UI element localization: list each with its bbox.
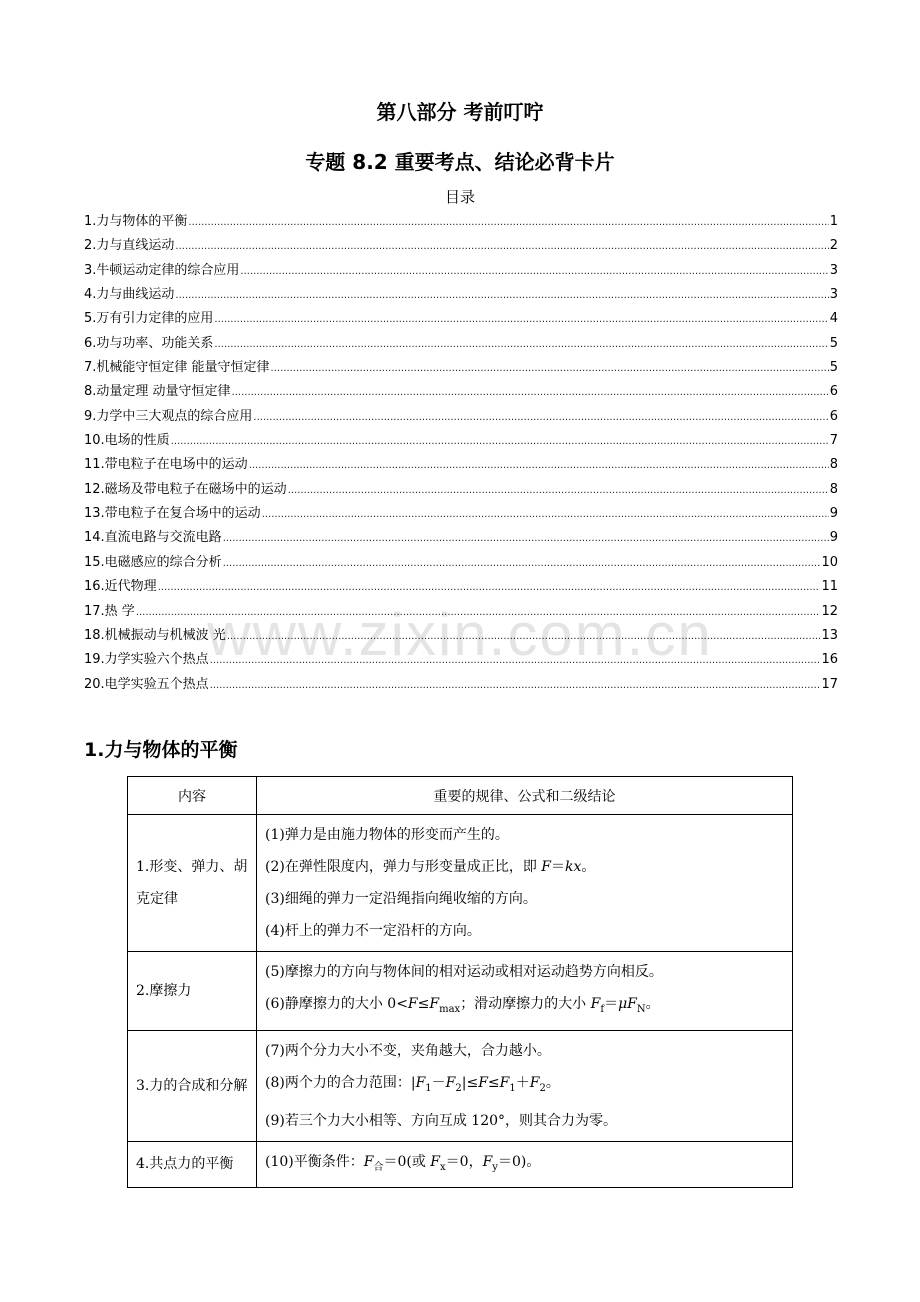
rule-text: (6)静摩擦力的大小 0< xyxy=(265,996,408,1012)
toc-label[interactable]: 1.力与物体的平衡 xyxy=(84,214,188,229)
rule-text: (2)在弹性限度内，弹力与形变量成正比，即 xyxy=(265,859,542,875)
part-title: 第八部分 考前叮咛 xyxy=(376,100,544,124)
formula-var: F xyxy=(482,1153,493,1170)
toc-label[interactable]: 2.力与直线运动 xyxy=(84,238,175,254)
toc-leader xyxy=(227,631,821,642)
toc-leader xyxy=(223,558,821,569)
toc-page: 9 xyxy=(829,506,838,522)
toc-leader xyxy=(175,241,828,252)
toc-page: 7 xyxy=(829,433,838,449)
rule-text: ＝0， xyxy=(445,1153,483,1170)
toc-page: 3 xyxy=(829,287,838,303)
toc-leader xyxy=(158,582,821,593)
rule-9: (9)若三个力大小相等、方向互成 120°，则其合力为零。 xyxy=(265,1112,618,1129)
formula-var: F xyxy=(415,1074,426,1091)
formula-var: F xyxy=(529,1074,540,1091)
toc-label[interactable]: 4.力与曲线运动 xyxy=(84,287,175,303)
toc-entry[interactable] xyxy=(84,259,838,283)
toc-entry[interactable] xyxy=(84,648,838,672)
toc-leader xyxy=(214,339,828,350)
toc-leader xyxy=(188,217,828,228)
rule-text: 。 xyxy=(581,859,596,875)
rule-text: (10)平衡条件： xyxy=(265,1153,364,1170)
toc-page: 16 xyxy=(821,652,838,668)
formula-var: F xyxy=(430,1153,441,1170)
toc-leader xyxy=(271,363,829,374)
topic-title: 专题 8.2 重要考点、结论必背卡片 xyxy=(305,150,615,174)
rule-6 xyxy=(265,988,784,1026)
formula-var: F xyxy=(499,1074,510,1091)
toc-title: 目录 xyxy=(444,188,475,206)
toc-entry[interactable] xyxy=(84,307,838,331)
toc-label[interactable]: 19.力学实验六个热点 xyxy=(84,652,209,668)
toc-label[interactable]: 9.力学中三大观点的综合应用 xyxy=(84,408,253,424)
rule-text: ＝0)。 xyxy=(497,1153,541,1170)
toc-entry[interactable] xyxy=(84,380,838,404)
formula-sub: max xyxy=(439,1003,461,1015)
toc-entry[interactable] xyxy=(84,575,838,599)
rule-text: ＝0(或 xyxy=(383,1153,431,1170)
formula-var: kx xyxy=(565,859,582,875)
rule-5: (5)摩擦力的方向与物体间的相对运动或相对运动趋势方向相反。 xyxy=(265,964,663,980)
toc-leader xyxy=(249,460,829,471)
toc-label[interactable]: 7.机械能守恒定律 能量守恒定律 xyxy=(84,360,270,376)
watermark: www.zixin.com.cn xyxy=(207,601,713,668)
rule-text: ；滑动摩擦力的大小 xyxy=(460,996,591,1012)
rules-table xyxy=(127,776,793,1188)
toc-entry[interactable] xyxy=(84,332,838,356)
formula-op: － xyxy=(431,1074,446,1091)
toc-entry[interactable] xyxy=(84,478,838,502)
rule-text: 。 xyxy=(645,996,660,1012)
toc-page: 6 xyxy=(829,384,838,400)
toc-page: 8 xyxy=(829,481,838,497)
formula-sub: 合 xyxy=(373,1161,384,1173)
toc-label[interactable]: 6.功与功率、功能关系 xyxy=(84,335,214,351)
formula-op: ＝ xyxy=(604,996,619,1012)
toc-entry[interactable] xyxy=(84,673,838,697)
rule-10 xyxy=(265,1146,784,1184)
toc-page: 10 xyxy=(821,554,838,570)
table-header-row xyxy=(128,777,793,815)
section-heading: 1.力与物体的平衡 xyxy=(84,739,238,761)
toc-entry[interactable] xyxy=(84,210,838,234)
formula-var: F xyxy=(478,1074,488,1091)
formula-var: μF xyxy=(618,996,637,1012)
rules-cell xyxy=(257,1030,793,1141)
formula-op: |≤ xyxy=(461,1074,479,1091)
formula-var: F xyxy=(541,859,551,875)
formula-var: F xyxy=(407,996,418,1012)
toc-page: 6 xyxy=(829,408,838,424)
rule-2 xyxy=(265,851,784,883)
toc-leader xyxy=(223,533,829,544)
toc-leader xyxy=(253,412,828,423)
formula-sub: 1 xyxy=(509,1082,516,1094)
toc-page: 8 xyxy=(829,457,838,473)
category-cell: 1.形变、弹力、胡克定律 xyxy=(128,815,257,952)
toc-label[interactable]: 20.电学实验五个热点 xyxy=(84,676,209,692)
formula-var: F xyxy=(445,1074,456,1091)
toc-label[interactable]: 5.万有引力定律的应用 xyxy=(84,311,214,327)
toc-page: 17 xyxy=(821,676,838,692)
toc-page: 1 xyxy=(829,214,838,229)
toc-leader xyxy=(214,314,828,325)
toc-leader xyxy=(232,387,829,398)
rule-text: (8)两个力的合力范围：| xyxy=(265,1074,416,1091)
toc-entry[interactable] xyxy=(84,600,838,624)
table-row xyxy=(128,1141,793,1188)
rule-text: 。 xyxy=(545,1074,560,1091)
toc-label[interactable]: 11.带电粒子在电场中的运动 xyxy=(84,457,248,473)
formula-var: F xyxy=(363,1153,374,1170)
toc-leader xyxy=(175,290,828,301)
toc-page: 4 xyxy=(829,311,838,327)
rules-cell xyxy=(257,952,793,1031)
toc-label[interactable]: 14.直流电路与交流电路 xyxy=(84,530,222,546)
toc-entry[interactable] xyxy=(84,405,838,429)
toc-entry[interactable] xyxy=(84,551,838,575)
toc-entry[interactable] xyxy=(84,429,838,453)
formula-sub: f xyxy=(600,1003,605,1015)
formula-op: ＋ xyxy=(515,1074,530,1091)
toc-page: 3 xyxy=(829,262,838,278)
rule-3: (3)细绳的弹力一定沿绳指向绳收缩的方向。 xyxy=(265,891,537,907)
toc-leader xyxy=(240,266,828,277)
toc-label[interactable]: 3.牛顿运动定律的综合应用 xyxy=(84,262,240,278)
toc-label[interactable]: 13.带电粒子在复合场中的运动 xyxy=(84,506,261,522)
toc-page: 5 xyxy=(829,335,838,351)
toc-label[interactable]: 16.近代物理 xyxy=(84,579,157,595)
formula-sub: N xyxy=(636,1003,646,1015)
formula-sub: 2 xyxy=(539,1082,546,1094)
toc-label[interactable]: 17.热 学 xyxy=(84,603,135,619)
toc-entry[interactable] xyxy=(84,526,838,550)
category-cell: 4.共点力的平衡 xyxy=(128,1141,257,1188)
formula-op: ≤ xyxy=(487,1074,500,1091)
formula-var: F xyxy=(590,996,601,1012)
toc-page: 2 xyxy=(829,238,838,254)
toc-entry[interactable] xyxy=(84,283,838,307)
category-cell: 2.摩擦力 xyxy=(128,952,257,1031)
toc-leader xyxy=(171,436,829,447)
rule-8 xyxy=(265,1067,784,1105)
toc-label[interactable]: 15.电磁感应的综合分析 xyxy=(84,554,222,570)
rules-cell xyxy=(257,815,793,952)
toc-leader xyxy=(288,485,829,496)
formula-op: ≤ xyxy=(417,996,430,1012)
rule-4: (4)杆上的弹力不一定沿杆的方向。 xyxy=(265,923,481,939)
formula-sub: y xyxy=(492,1161,498,1173)
toc-label[interactable]: 18.机械振动与机械波 光 xyxy=(84,627,226,643)
toc-page: 13 xyxy=(821,627,838,643)
toc-page: 11 xyxy=(821,579,838,595)
table-of-contents xyxy=(84,210,838,697)
category-cell: 3.力的合成和分解 xyxy=(128,1030,257,1141)
table-row xyxy=(128,952,793,1031)
formula-op: ＝ xyxy=(551,859,565,875)
rule-7: (7)两个分力大小不变，夹角越大，合力越小。 xyxy=(265,1042,551,1059)
table-row xyxy=(128,1030,793,1141)
rule-1: (1)弹力是由施力物体的形变而产生的。 xyxy=(265,827,509,843)
toc-label[interactable]: 10.电场的性质 xyxy=(84,433,170,449)
toc-entry[interactable] xyxy=(84,502,838,526)
toc-label[interactable]: 8.动量定理 动量守恒定律 xyxy=(84,384,231,400)
toc-leader xyxy=(136,607,821,618)
table-row xyxy=(128,815,793,952)
toc-page: 9 xyxy=(829,530,838,546)
header-rules: 重要的规律、公式和二级结论 xyxy=(257,777,793,815)
header-content: 内容 xyxy=(128,777,257,815)
toc-leader xyxy=(210,655,821,666)
rules-cell xyxy=(257,1141,793,1188)
toc-page: 12 xyxy=(821,603,838,619)
formula-sub: 2 xyxy=(455,1082,462,1094)
toc-entry[interactable] xyxy=(84,453,838,477)
toc-entry[interactable] xyxy=(84,624,838,648)
toc-leader xyxy=(262,509,829,520)
formula-sub: 1 xyxy=(425,1082,432,1094)
toc-entry[interactable] xyxy=(84,234,838,258)
toc-leader xyxy=(210,680,821,691)
toc-page: 5 xyxy=(829,360,838,376)
toc-entry[interactable] xyxy=(84,356,838,380)
formula-var: F xyxy=(429,996,440,1012)
formula-sub: x xyxy=(440,1161,446,1173)
toc-label[interactable]: 12.磁场及带电粒子在磁场中的运动 xyxy=(84,481,287,497)
